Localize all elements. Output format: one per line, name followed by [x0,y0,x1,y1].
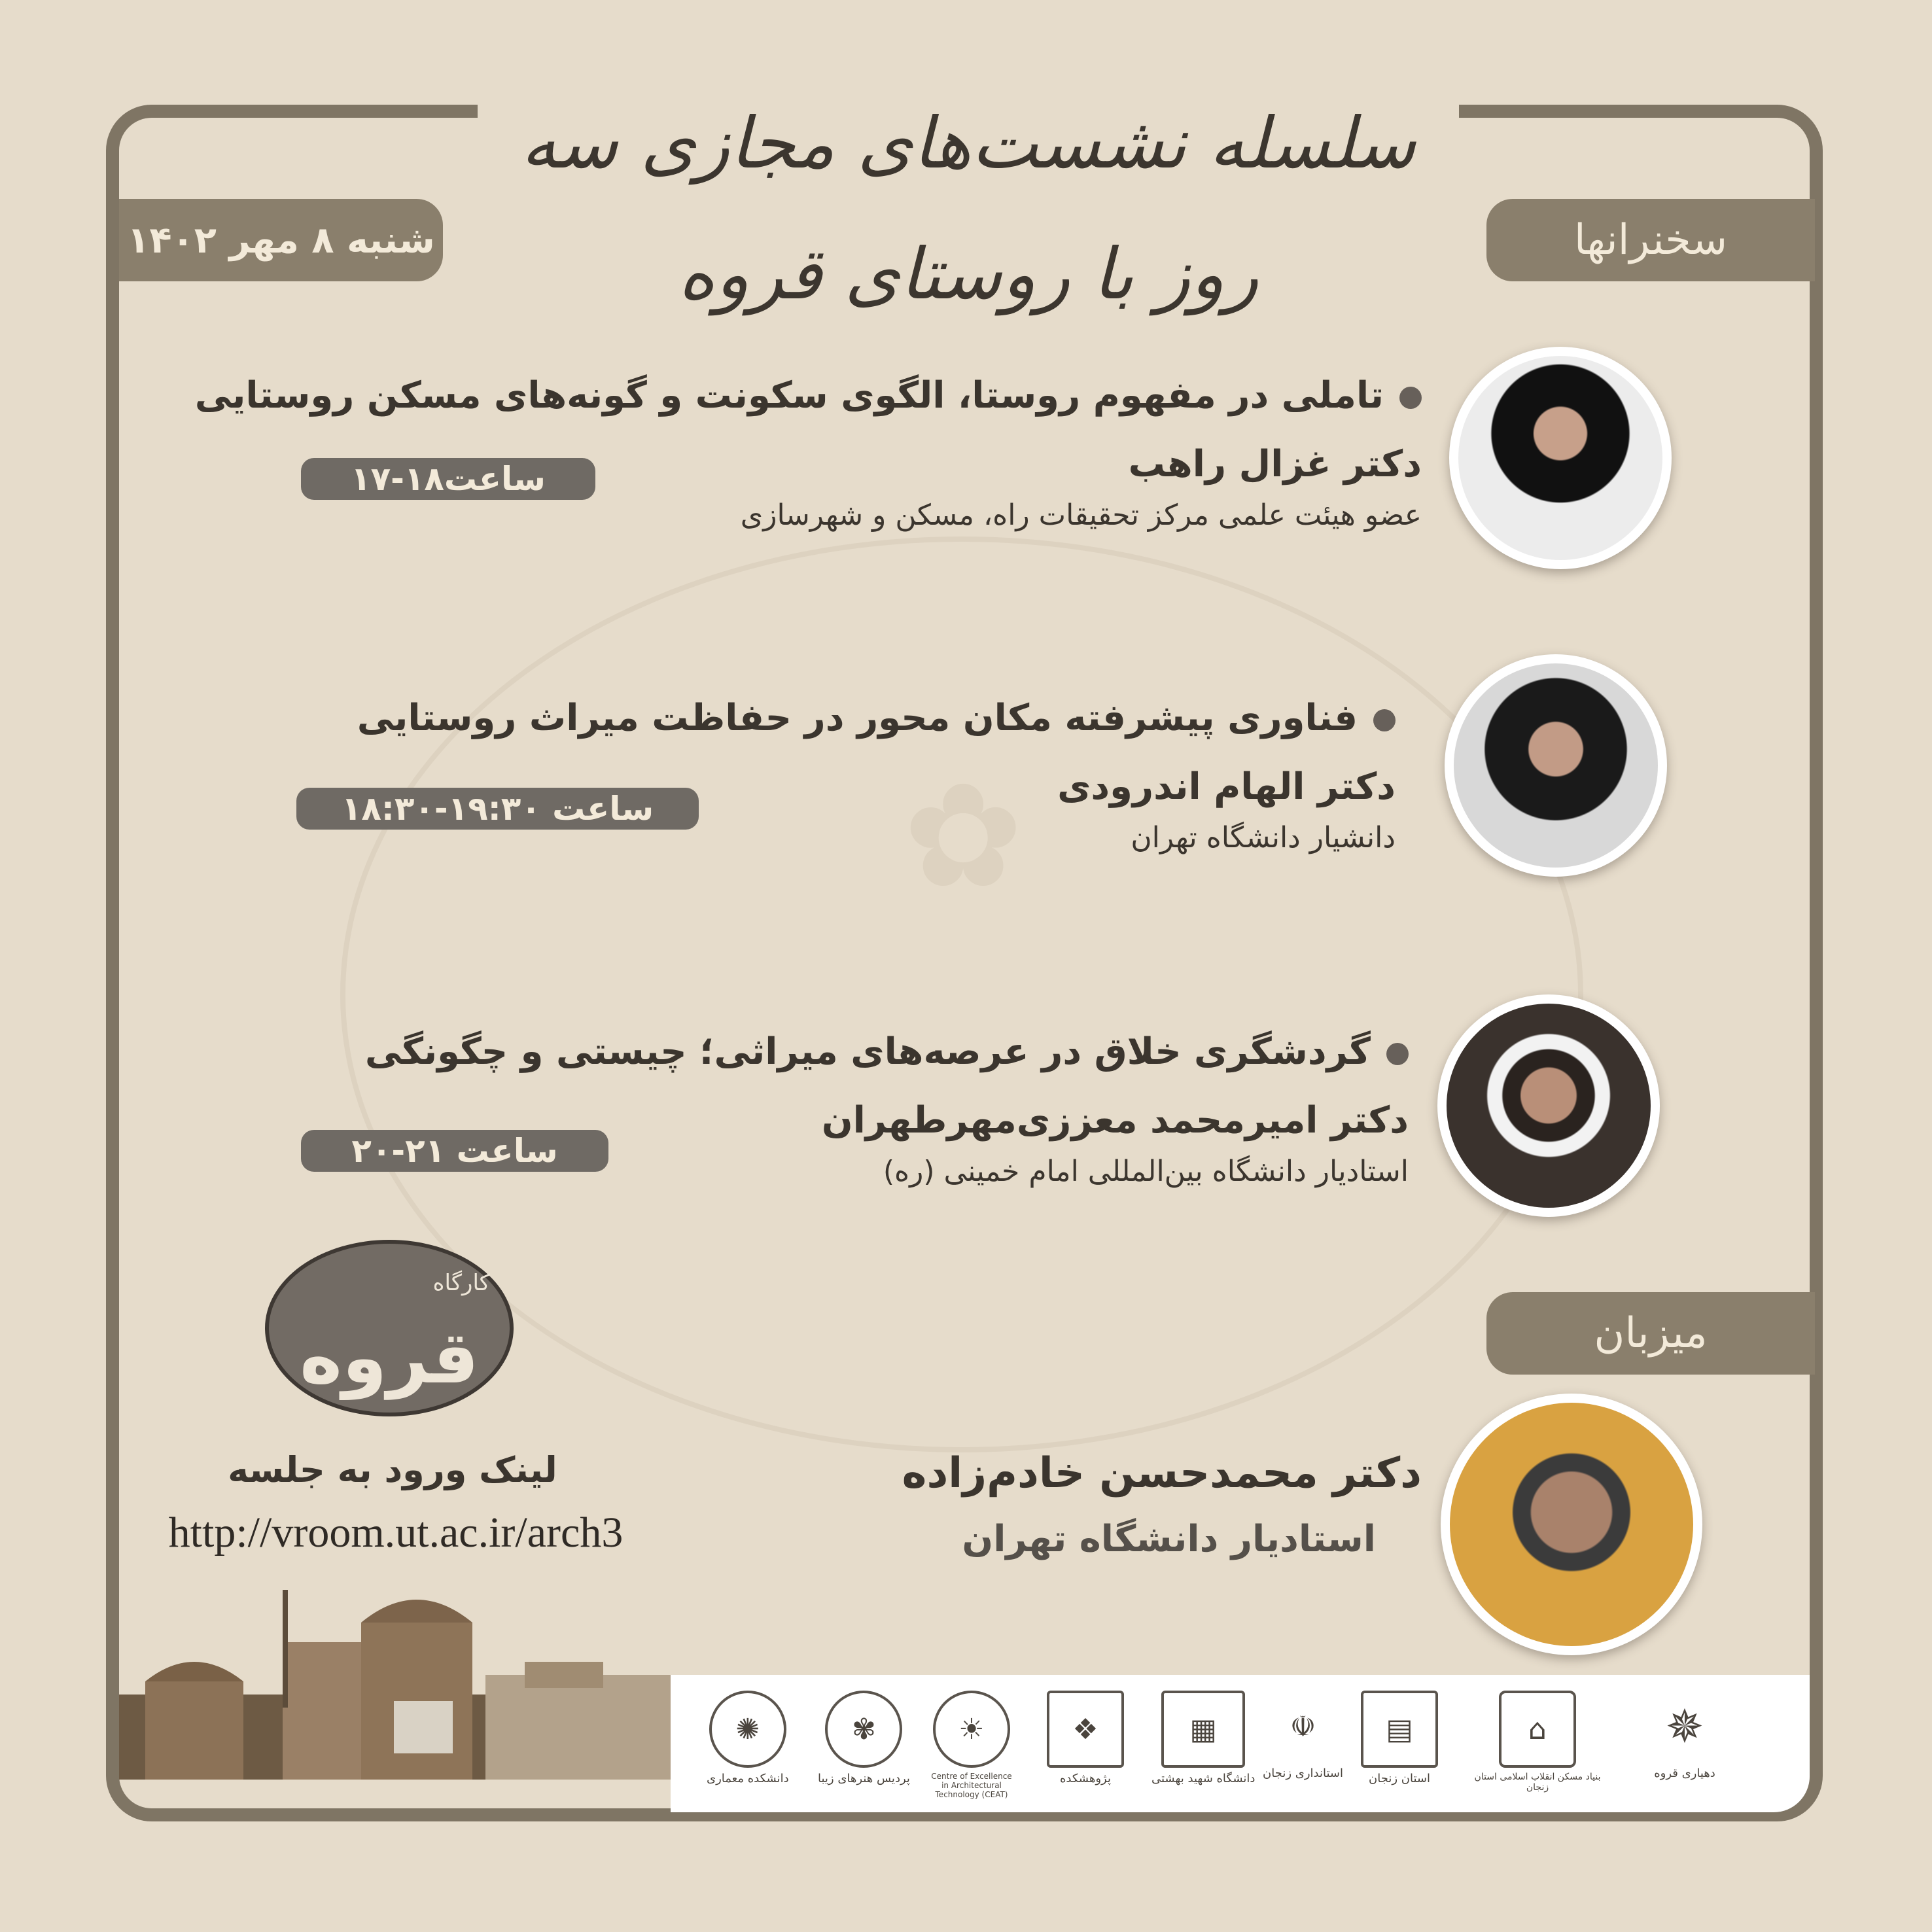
speaker-photo-2 [1445,654,1667,877]
speaker-photo-1 [1449,347,1672,569]
talk-1 [195,374,1422,532]
logo-5: ▦ دانشگاه شهید بهشتی [1151,1691,1255,1785]
speakers-tab: سخنرانها [1486,199,1815,281]
talk-affiliation-2: دانشیار دانشگاه تهران [1131,821,1396,854]
date-tab: شنبه ۸ مهر ۱۴۰۲ [119,199,443,281]
logo-8: ⌂ بنیاد مسکن انقلاب اسلامی استان زنجان [1466,1691,1609,1793]
talk-speaker-1: دکتر غزال راهب [1128,443,1422,485]
logo-9: ✵ دهیاری قروه [1649,1691,1721,1780]
link-label: لینک ورود به جلسه [228,1449,557,1490]
workshop-logo-big-text: قروه [300,1316,479,1399]
logo-3: ☀ Centre of Excellence in Architectural Technology (CEAT) [929,1691,1014,1799]
ceat-icon: ☀ [933,1691,1010,1768]
talk-affiliation-1: عضو هیئت علمی مرکز تحقیقات راه، مسکن و شهرسازی [740,499,1422,532]
logo-1: ✺ دانشکده معماری [707,1691,789,1785]
time-pill-2: ساعت ۱۹:۳۰-۱۸:۳۰ [296,788,699,830]
host-photo [1441,1394,1702,1655]
workshop-logo [265,1240,514,1416]
talk-title-2: فناوری پیشرفته مکان محور در حفاظت میراث روستایی [357,697,1396,739]
sponsor-logo-strip [671,1675,1810,1812]
village-illustration [119,1583,671,1780]
host-affiliation: استادیار دانشگاه تهران [962,1518,1376,1560]
poster-title: سلسله نشست‌های مجازی سه روز با روستای قروه [521,103,1416,315]
logo-7: ▤ استان زنجان [1361,1691,1438,1785]
talk-2 [357,697,1396,854]
housing-foundation-icon: ⌂ [1499,1691,1576,1768]
university-seal-icon: ✺ [709,1691,786,1768]
talk-affiliation-3: استادیار دانشگاه بین‌المللی امام خمینی (ره) [883,1155,1409,1188]
watermark-logo [340,536,1583,1452]
workshop-logo-small-text: کارگاه [432,1270,490,1296]
watermark-flower-icon: ✿ [903,752,1024,920]
talk-speaker-3: دکتر امیرمحمد معززی‌مهرطهران [821,1099,1409,1142]
session-link[interactable]: http://vroom.ut.ac.ir/arch3 [168,1509,624,1556]
bullet-icon [1399,387,1422,409]
talk-title-1: تاملی در مفهوم روستا، الگوی سکونت و گونه‌های مسکن روستایی [195,374,1422,417]
village-council-icon: ✵ [1665,1700,1704,1753]
emblem-icon: ☫ [1290,1710,1316,1744]
talk-title-3: گردشگری خلاق در عرصه‌های میراثی؛ چیستی و چگونگی [365,1030,1409,1073]
institute-icon: ❖ [1047,1691,1124,1768]
sbu-icon: ▦ [1161,1691,1245,1768]
logo-6: ☫ استانداری زنجان [1263,1691,1343,1780]
speaker-photo-3 [1437,994,1660,1217]
heritage-icon: ▤ [1361,1691,1438,1768]
bullet-icon [1373,709,1396,731]
time-pill-1: ساعت۱۸-۱۷ [301,458,595,500]
logo-2: ✾ پردیس هنرهای زیبا [818,1691,910,1785]
bullet-icon [1386,1043,1409,1065]
time-pill-3: ساعت ۲۱-۲۰ [301,1130,608,1172]
fine-arts-icon: ✾ [825,1691,902,1768]
logo-4: ❖ پژوهشکده [1047,1691,1124,1785]
talk-speaker-2: دکتر الهام اندرودی [1057,765,1396,808]
host-name: دکتر محمدحسن خادم‌زاده [902,1449,1422,1498]
host-tab: میزبان [1486,1292,1815,1375]
